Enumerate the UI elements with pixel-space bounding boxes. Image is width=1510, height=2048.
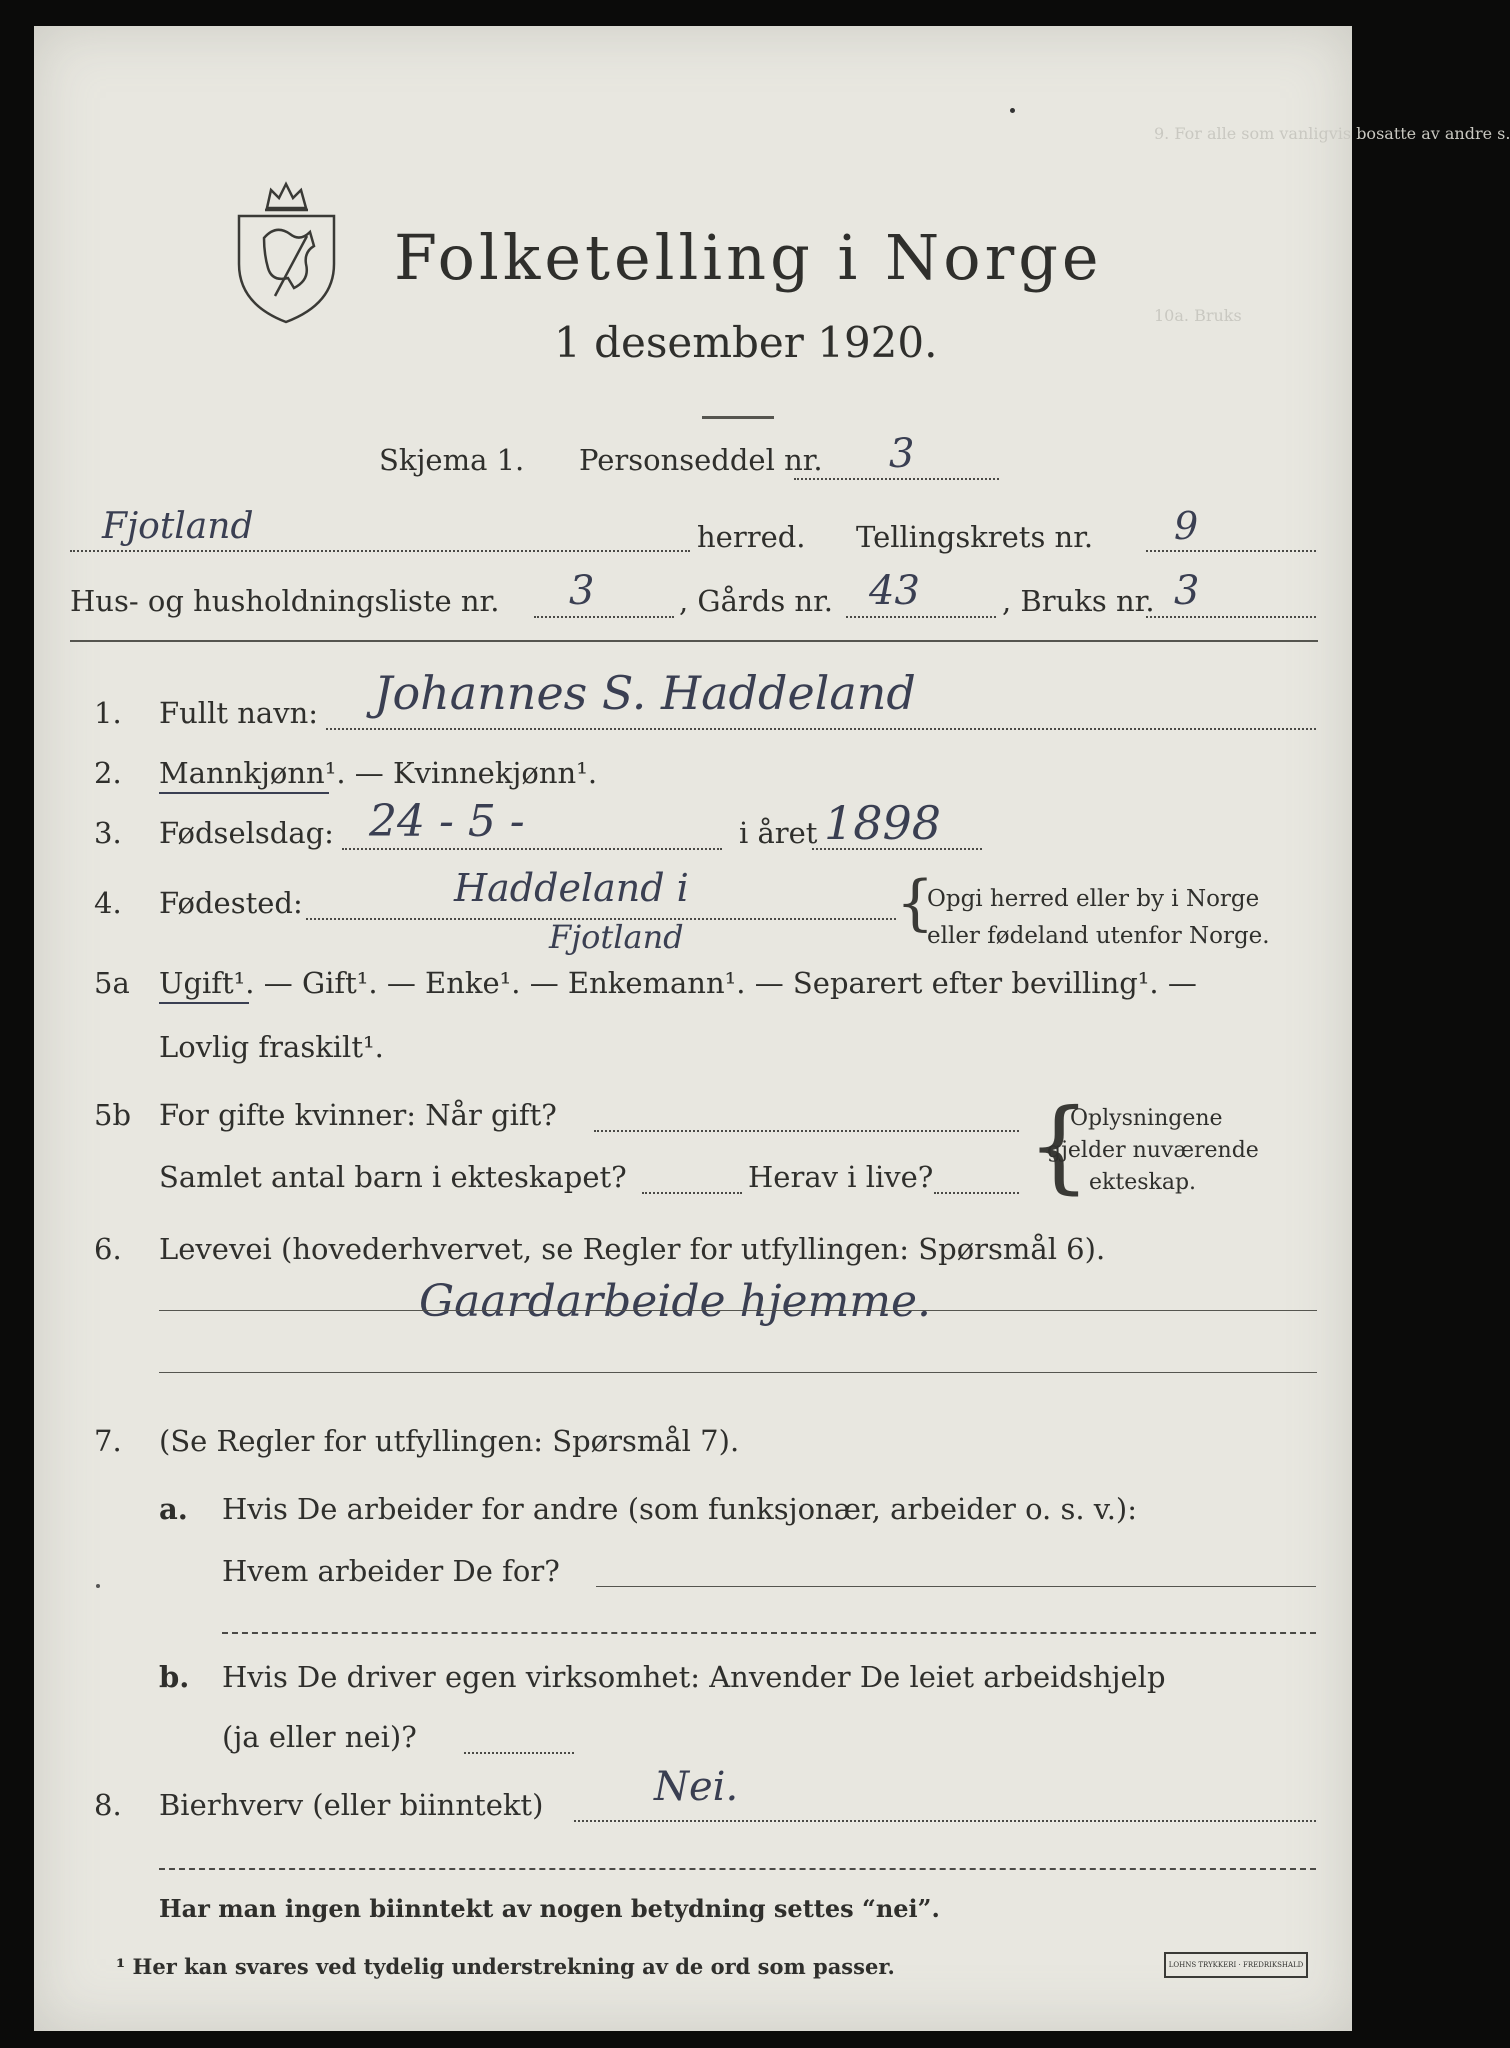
q8-side-income-value: Nei. <box>654 1764 739 1810</box>
q7b-field-line <box>464 1752 574 1754</box>
q5b-alive-label: Herav i live? <box>748 1160 934 1194</box>
q7-label: (Se Regler for utfyllingen: Spørsmål 7). <box>159 1424 740 1458</box>
q1-field-line <box>326 728 1316 730</box>
q2-underline-mannkjonn <box>159 792 329 794</box>
q8-side-income-label: Bierhverv (eller biinntekt) <box>159 1788 544 1822</box>
q5b-children-field-line <box>642 1192 742 1194</box>
q7a-letter: a. <box>159 1492 188 1526</box>
q7b-line1: Hvis De driver egen virksomhet: Anvender De leiet arbeidshjelp <box>222 1660 1166 1694</box>
q4-note-line2: eller fødeland utenfor Norge. <box>927 923 1270 949</box>
q4-note-brace: { <box>896 868 935 938</box>
q5b-number: 5b <box>94 1098 132 1132</box>
q4-label: Fødested: <box>159 886 303 920</box>
census-date: 1 desember 1920. <box>554 318 938 367</box>
q1-label: Fullt navn: <box>159 696 319 730</box>
q5b-married-when-label: For gifte kvinner: Når gift? <box>159 1098 557 1132</box>
q1-number: 1. <box>94 696 122 730</box>
bruks-value: 3 <box>1174 568 1200 614</box>
q6-number: 6. <box>94 1232 122 1266</box>
bruks-label: , Bruks nr. <box>1002 584 1155 618</box>
bleed-through-text: 10a. Bruks <box>1154 306 1242 325</box>
form-title: Folketelling i Norge <box>394 221 1103 294</box>
q3-birthdate-value: 24 - 5 - <box>369 796 525 847</box>
footnote: ¹ Her kan svares ved tydelig understrekning av de ord som passer. <box>116 1954 895 1979</box>
q1-full-name-value: Johannes S. Haddeland <box>374 666 916 720</box>
q5a-number: 5a <box>94 966 130 1000</box>
husholdningsliste-field-line <box>534 616 674 618</box>
q5b-alive-field-line <box>934 1192 1019 1194</box>
q5b-note-line2: gjelder nuværende <box>1047 1138 1259 1163</box>
q4-birthplace-value-2: Fjotland <box>549 918 684 956</box>
title-divider <box>702 416 774 419</box>
q5a-underline-ugift <box>159 1002 249 1004</box>
norwegian-coat-of-arms-icon <box>229 176 344 326</box>
q7a-employer-field-line-2 <box>222 1632 1316 1634</box>
gards-field-line <box>846 616 996 618</box>
q4-birthplace-value-1: Haddeland i <box>454 866 689 910</box>
q7a-employer-field-line <box>596 1586 1316 1587</box>
q7-number: 7. <box>94 1424 122 1458</box>
q7a-employer-label: Hvem arbeider De for? <box>222 1554 560 1588</box>
q3-birth-year-value: 1898 <box>824 796 942 850</box>
printer-stamp: LOHNS TRYKKERI · FREDRIKSHALD <box>1164 1952 1308 1978</box>
skjema-label: Skjema 1. <box>379 443 525 477</box>
q6-field-line-1 <box>159 1310 1317 1311</box>
tellingskrets-label: Tellingskrets nr. <box>856 520 1094 554</box>
gards-label: , Gårds nr. <box>679 584 833 618</box>
q2-number: 2. <box>94 756 122 790</box>
q5b-note-line3: ekteskap. <box>1089 1170 1197 1195</box>
q8-field-line <box>574 1820 1316 1822</box>
q5a-marital-options-cont: Lovlig fraskilt¹. <box>159 1030 384 1064</box>
bleed-through-text: 9. For alle som vanligvis bosatte av andre s. <box>1154 124 1510 143</box>
herred-value: Fjotland <box>102 506 254 547</box>
personseddel-label: Personseddel nr. <box>579 443 823 477</box>
husholdningsliste-label: Hus- og husholdningsliste nr. <box>70 584 500 618</box>
census-form-sheet <box>34 26 1510 2031</box>
q6-field-line-2 <box>159 1372 1317 1373</box>
q5b-note-brace: { <box>1027 1087 1091 1204</box>
personseddel-field-line <box>794 478 999 480</box>
no-income-note: Har man ingen biinntekt av nogen betydning settes “nei”. <box>159 1894 940 1923</box>
q5b-note-line1: Oplysningene <box>1070 1106 1223 1131</box>
q3-label: Fødselsdag: <box>159 816 334 850</box>
q3-date-field-line <box>342 848 722 850</box>
q5b-children-label: Samlet antal barn i ekteskapet? <box>159 1160 627 1194</box>
herred-field-line <box>70 550 690 552</box>
q7b-letter: b. <box>159 1660 190 1694</box>
q5b-married-when-field-line <box>594 1130 1019 1132</box>
q3-number: 3. <box>94 816 122 850</box>
tellingskrets-value: 9 <box>1174 504 1199 548</box>
herred-label: herred. <box>697 520 806 554</box>
q8-number: 8. <box>94 1788 122 1822</box>
bruks-field-line <box>1146 616 1316 618</box>
ink-speck <box>96 1584 100 1588</box>
q3-year-label: i året <box>739 816 818 850</box>
personseddel-value: 3 <box>889 431 915 477</box>
q5a-marital-options: Ugift¹. — Gift¹. — Enke¹. — Enkemann¹. — Separert efter bevilling¹. — <box>159 966 1197 1000</box>
header-divider <box>70 640 1318 642</box>
q4-number: 4. <box>94 886 122 920</box>
q6-occupation-value: Gaardarbeide hjemme. <box>419 1276 932 1327</box>
q2-sex-options: Mannkjønn¹. — Kvinnekjønn¹. <box>159 756 598 790</box>
q7b-hired-help-label: (ja eller nei)? <box>222 1720 417 1754</box>
q6-occupation-label: Levevei (hovederhvervet, se Regler for utfyllingen: Spørsmål 6). <box>159 1232 1106 1266</box>
gards-value: 43 <box>869 568 920 614</box>
tellingskrets-field-line <box>1146 550 1316 552</box>
q8-field-line-2 <box>159 1868 1316 1870</box>
q7a-line1: Hvis De arbeider for andre (som funksjonær, arbeider o. s. v.): <box>222 1492 1138 1526</box>
husholdningsliste-value: 3 <box>569 568 595 614</box>
ink-speck <box>1010 108 1015 113</box>
q4-note-line1: Opgi herred eller by i Norge <box>927 886 1260 912</box>
